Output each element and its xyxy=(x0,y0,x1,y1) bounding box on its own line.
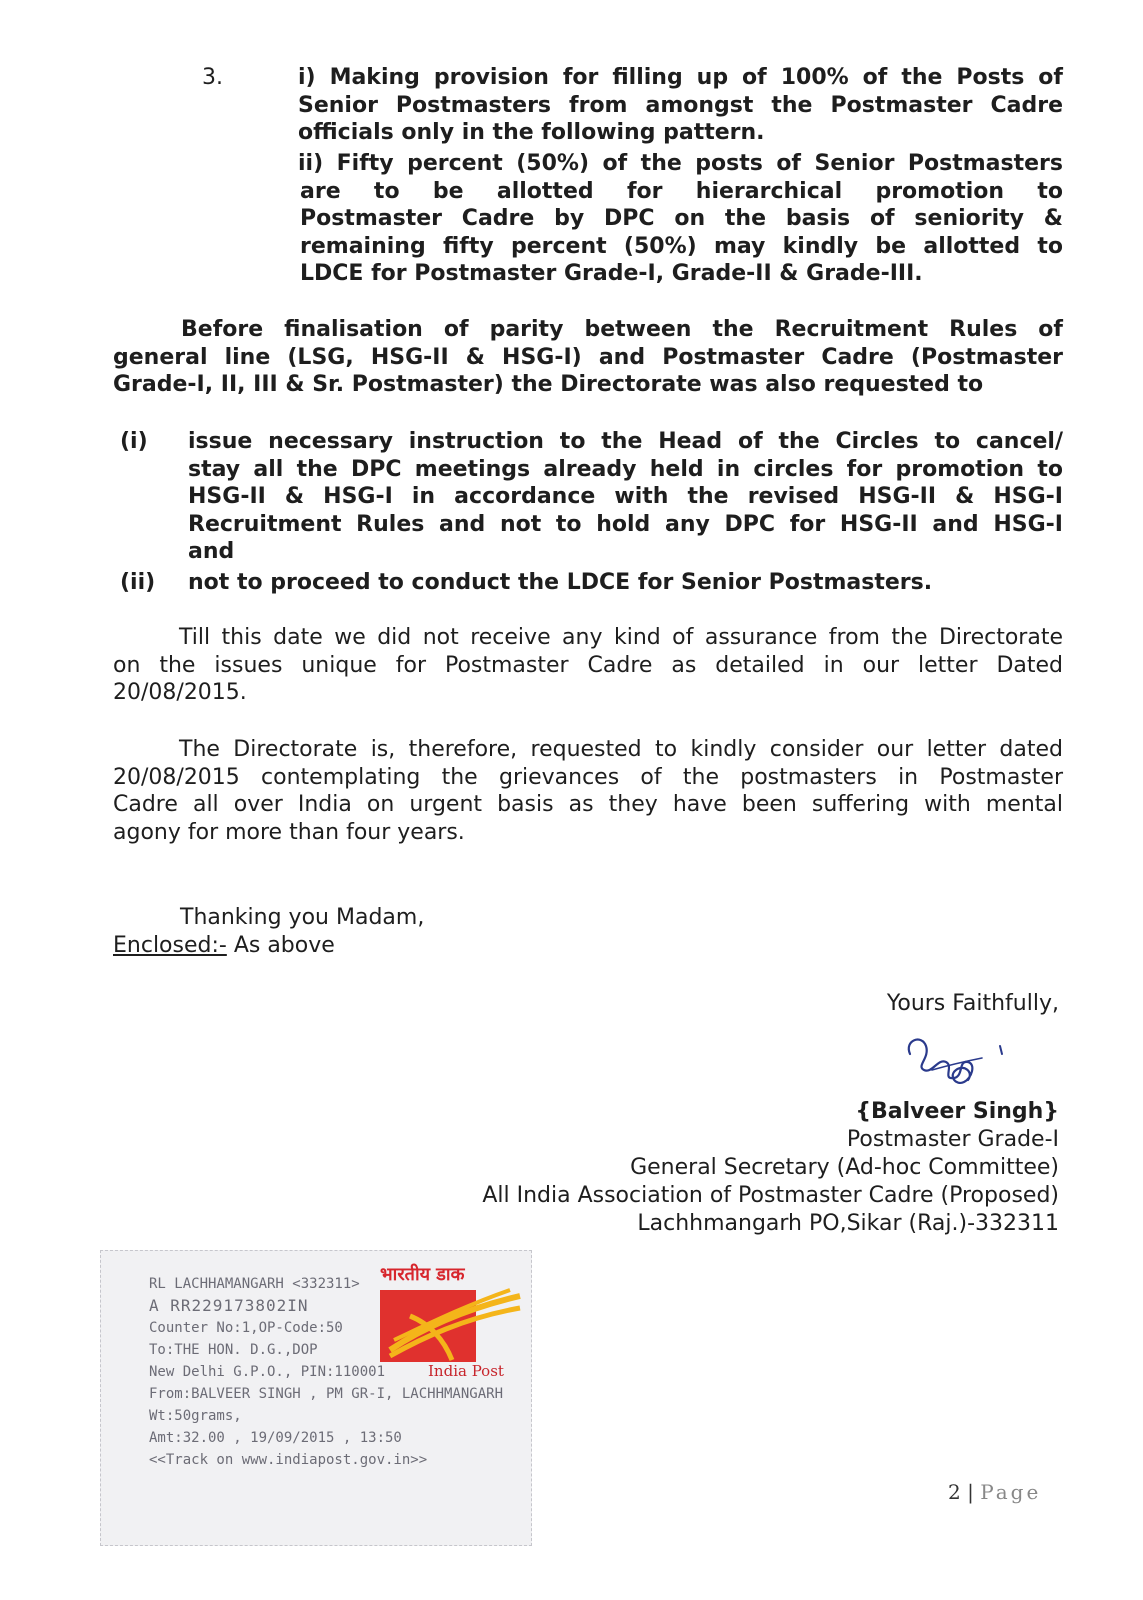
paragraph-before-finalisation xyxy=(113,316,1063,399)
point-number: 3. xyxy=(202,65,223,90)
text-line: Till this date we did not receive any kind of assurance from the Directorate xyxy=(179,625,1063,650)
receipt-line: RL LACHHAMANGARH <332311> xyxy=(149,1276,360,1292)
signatory-address: Lachhmangarh PO,Sikar (Raj.)-332311 xyxy=(637,1211,1059,1236)
text-line: Postmaster Cadre by DPC on the basis of seniority & xyxy=(300,206,1063,231)
page-separator: | xyxy=(960,1480,981,1504)
receipt-line: Wt:50grams, xyxy=(149,1408,242,1424)
receipt-line: Counter No:1,OP-Code:50 xyxy=(149,1320,343,1336)
signatory-name: {Balveer Singh} xyxy=(855,1099,1059,1124)
text-line: Recruitment Rules and not to hold any DPC for HSG-II and HSG-I xyxy=(188,511,1063,537)
logo-hindi-text: भारतीय डाक xyxy=(380,1264,465,1285)
point-item-i xyxy=(298,64,1063,147)
text-line: general line (LSG, HSG-II & HSG-I) and Postmaster Cadre (Postmaster xyxy=(113,344,1063,370)
sub-item-text xyxy=(188,428,1063,566)
text-line: issue necessary instruction to the Head of the Circles to cancel/ xyxy=(188,429,1063,454)
text-line: stay all the DPC meetings already held in circles for promotion to xyxy=(188,456,1063,482)
signatory-role: General Secretary (Ad-hoc Committee) xyxy=(630,1155,1059,1180)
text-line: ii) Fifty percent (50%) of the posts of Senior Postmasters xyxy=(298,151,1063,176)
receipt-line: New Delhi G.P.O., PIN:110001 xyxy=(149,1364,386,1380)
page-number: 2 xyxy=(948,1480,961,1504)
text-line: i) Making provision for filling up of 100% of the Posts of xyxy=(298,65,1063,90)
logo-wings-icon xyxy=(380,1290,530,1362)
receipt-line: Amt:32.00 , 19/09/2015 , 13:50 xyxy=(149,1430,402,1446)
closing-thanks: Thanking you Madam, xyxy=(180,905,425,930)
text-line: Grade-I, II, III & Sr. Postmaster) the Directorate was also requested to xyxy=(113,372,984,397)
text-line: on the issues unique for Postmaster Cadre as detailed in our letter Dated xyxy=(113,652,1063,678)
logo-emblem xyxy=(380,1290,476,1362)
india-post-logo xyxy=(380,1262,530,1378)
signatory-organisation: All India Association of Postmaster Cadre (Proposed) xyxy=(482,1183,1059,1208)
text-line: agony for more than four years. xyxy=(113,819,465,845)
text-line: remaining fifty percent (50%) may kindly be allotted to xyxy=(300,233,1063,259)
page-footer xyxy=(948,1480,1041,1504)
paragraph-directorate-request xyxy=(113,736,1063,846)
sub-item-text xyxy=(188,569,1063,597)
page-word: Page xyxy=(980,1480,1042,1504)
text-line: officials only in the following pattern. xyxy=(298,120,765,145)
text-line: 20/08/2015. xyxy=(113,680,247,705)
point-item-ii xyxy=(298,150,1063,288)
handwritten-signature xyxy=(902,1032,1022,1092)
text-line: 20/08/2015 contemplating the grievances of the postmasters in Postmaster xyxy=(113,764,1063,790)
signatory-block xyxy=(482,1098,1059,1238)
receipt-line: From:BALVEER SINGH , PM GR-I, LACHHMANGARH xyxy=(149,1386,504,1402)
enclosure-value: As above xyxy=(226,933,335,958)
receipt-line: <<Track on www.indiapost.gov.in>> xyxy=(149,1452,428,1468)
text-line: Before finalisation of parity between the Recruitment Rules of xyxy=(181,317,1063,342)
signatory-designation: Postmaster Grade-I xyxy=(846,1127,1059,1152)
text-line: Senior Postmasters from amongst the Postmaster Cadre xyxy=(298,92,1063,118)
text-line: are to be allotted for hierarchical promotion to xyxy=(300,178,1063,204)
sub-item-label: (ii) xyxy=(120,570,156,595)
text-line: not to proceed to conduct the LDCE for Senior Postmasters. xyxy=(188,570,933,595)
text-line: Cadre all over India on urgent basis as they have been suffering with mental xyxy=(113,792,1063,817)
sub-item-label: (i) xyxy=(120,429,148,454)
text-line: HSG-II & HSG-I in accordance with the revised HSG-II & HSG-I xyxy=(188,484,1063,509)
text-line: LDCE for Postmaster Grade-I, Grade-II & Grade-III. xyxy=(300,261,923,286)
paragraph-till-this-date xyxy=(113,624,1063,707)
receipt-line: A RR229173802IN xyxy=(149,1296,309,1315)
closing-yours-faithfully: Yours Faithfully, xyxy=(886,991,1059,1016)
enclosure-note xyxy=(113,932,335,960)
logo-name-text: India Post xyxy=(428,1362,504,1380)
text-line: and xyxy=(188,539,235,564)
enclosure-label: Enclosed:- xyxy=(113,933,227,958)
text-line: The Directorate is, therefore, requested to kindly consider our letter dated xyxy=(179,737,1063,762)
receipt-line: To:THE HON. D.G.,DOP xyxy=(149,1342,318,1358)
